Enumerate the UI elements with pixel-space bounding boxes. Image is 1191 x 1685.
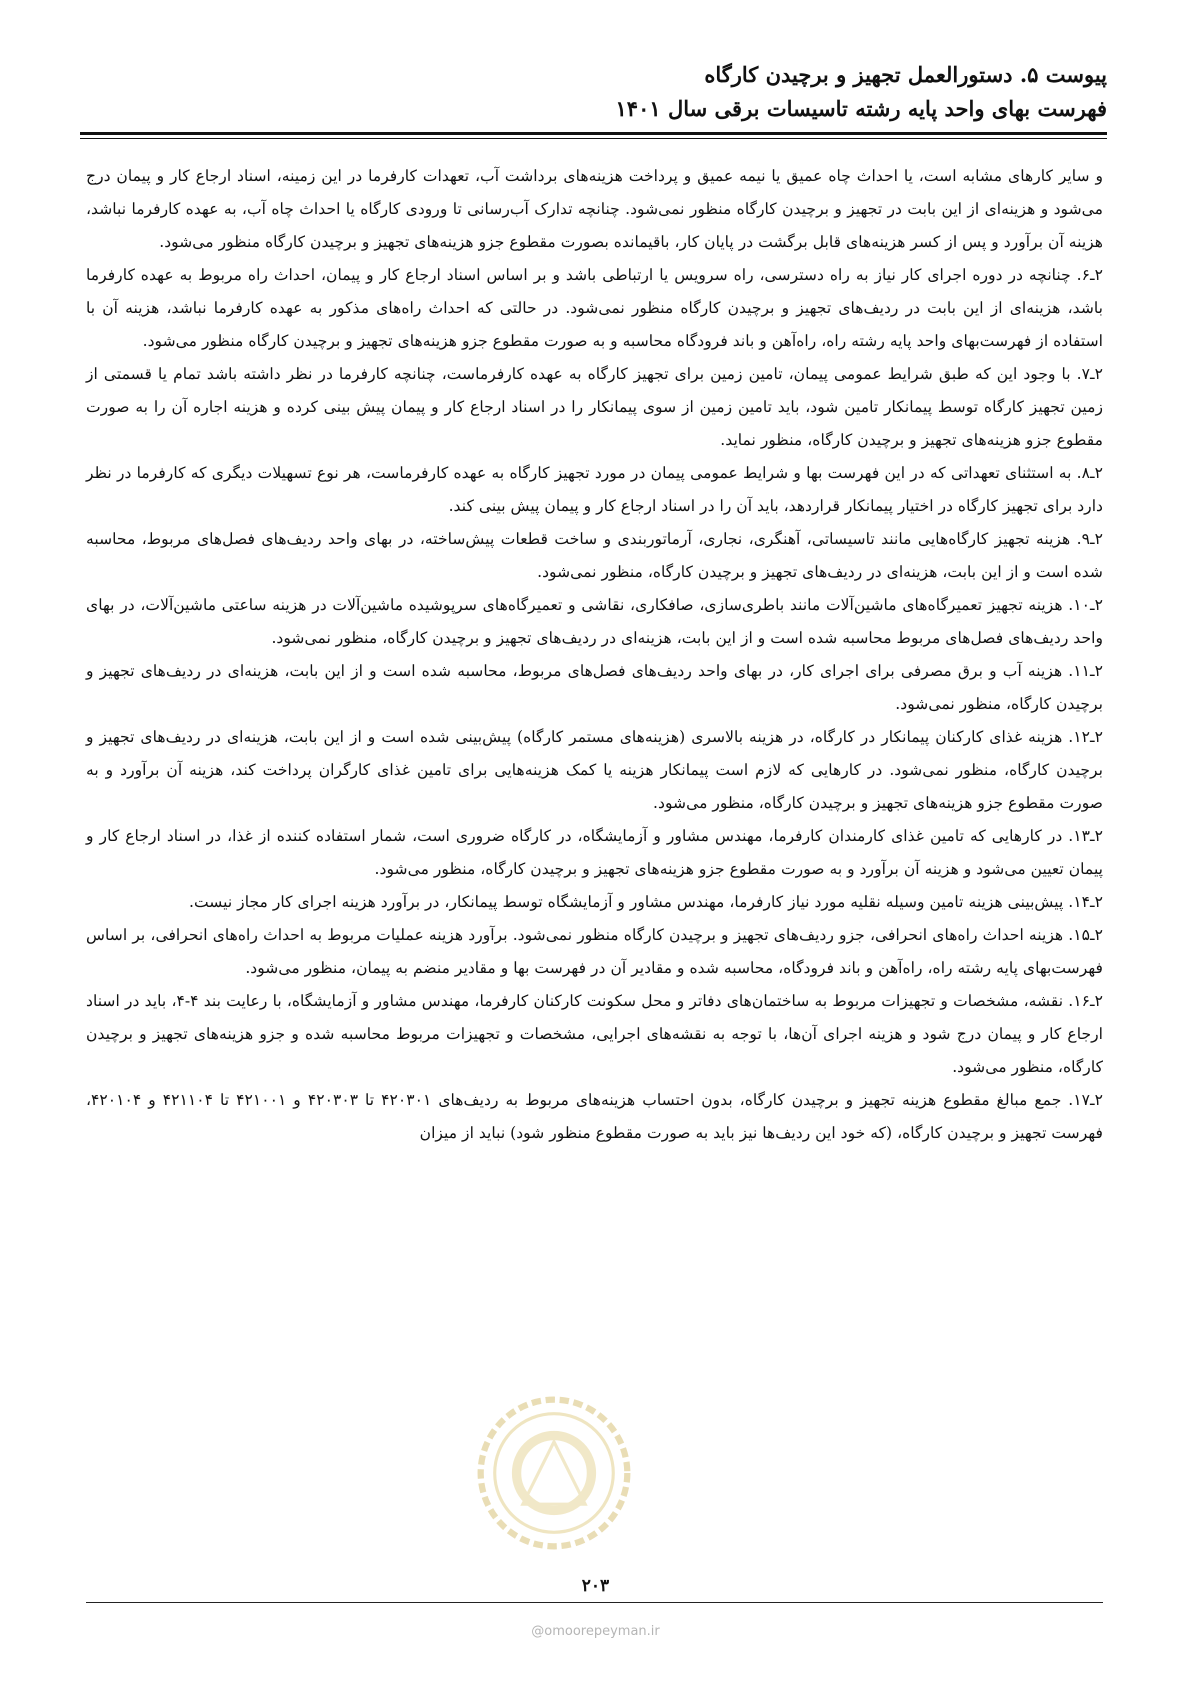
header-appendix-title: پیوست ۵. دستورالعمل تجهیز و برچیدن کارگاه: [704, 62, 1107, 87]
header-price-list-title: فهرست بهای واحد پایه رشته تاسیسات برقی سال ۱۴۰۱: [615, 96, 1107, 121]
paragraph-2-16: ۲ـ۱۶. نقشه، مشخصات و تجهیزات مربوط به ساختمان‌های دفاتر و محل سکونت کارکنان کارفرما، مهندس مشاور و آزمایشگاه، با رعایت بند ۴-۴، باید در اسناد ارجاع کار و پیمان درج شود و هزینه اجرای آن‌ها، با توجه به نقشه‌های اجرایی، مشخصات و تجهیزات مربوط محاسبه شده و جزو هزینه‌های تجهیز و برچیدن کارگاه، منظور می‌شود.: [86, 992, 1103, 1076]
paragraph-2-15: ۲ـ۱۵. هزینه احداث راه‌های انحرافی، جزو ردیف‌های تجهیز و برچیدن کارگاه منظور نمی‌شود. برآورد هزینه عملیات مربوط به احداث راه‌های انحرافی، بر اساس فهرست‌بهای پایه رشته راه، راه‌آهن و باند فرودگاه، محاسبه شده و مقادیر آن در فهرست بها و مقادیر منضم به پیمان، منظور می‌شود.: [86, 926, 1103, 977]
page-header: [80, 58, 1107, 126]
paragraph-2-11: ۲ـ۱۱. هزینه آب و برق مصرفی برای اجرای کار، در بهای واحد ردیف‌های فصل‌های مربوط، محاسبه شده است و از این بابت، هزینه‌ای در ردیف‌های تجهیز و برچیدن کارگاه، منظور نمی‌شود.: [86, 662, 1103, 713]
paragraph-2-9: ۲ـ۹. هزینه تجهیز کارگاه‌هایی مانند تاسیساتی، آهنگری، نجاری، آرماتوربندی و ساخت قطعات پیش‌ساخته، در بهای واحد ردیف‌های فصل‌های مربوط، محاسبه شده است و از این بابت، هزینه‌ای در ردیف‌های تجهیز و برچیدن کارگاه، منظور نمی‌شود.: [86, 530, 1103, 581]
paragraph-2-6: ۲ـ۶. چنانچه در دوره اجرای کار نیاز به راه دسترسی، راه سرویس یا ارتباطی باشد و بر اساس اسناد ارجاع کار و پیمان، احداث راه مربوط به عهده کارفرما باشد، هزینه‌ای از این بابت در ردیف‌های تجهیز و برچیدن کارگاه منظور نمی‌شود. در حالتی که احداث راه‌های مذکور به عهده کارفرما نباشد، هزینه آن با استفاده از فهرست‌بهای واحد پایه رشته راه، راه‌آهن و باند فرودگاه محاسبه و به صورت مقطوع جزو هزینه‌های تجهیز و برچیدن کارگاه منظور می‌شود.: [86, 266, 1103, 350]
paragraph-2-13: ۲ـ۱۳. در کارهایی که تامین غذای کارمندان کارفرما، مهندس مشاور و آزمایشگاه، در کارگاه ضروری است، شمار استفاده کننده از غذا، در اسناد ارجاع کار و پیمان تعیین می‌شود و هزینه آن برآورد و به صورت مقطوع جزو هزینه‌های تجهیز و برچیدن کارگاه، منظور می‌شود.: [86, 827, 1103, 878]
paragraph-2-12: ۲ـ۱۲. هزینه غذای کارکنان پیمانکار در کارگاه، در هزینه بالاسری (هزینه‌های مستمر کارگاه) پیش‌بینی شده است و از این بابت، هزینه‌ای در ردیف‌های تجهیز و برچیدن کارگاه، منظور نمی‌شود. در کارهایی که لازم است پیمانکار هزینه یا کمک هزینه‌هایی برای تامین غذای کارگران پرداخت کند، هزینه آن برآورد و به صورت مقطوع جزو هزینه‌های تجهیز و برچیدن کارگاه، منظور می‌شود.: [86, 728, 1103, 812]
watermark-seal-icon: [476, 1395, 632, 1551]
document-body: [86, 160, 1103, 1150]
header-rule-thick: [80, 132, 1107, 135]
paragraph-continuation: و سایر کارهای مشابه است، یا احداث چاه عمیق یا نیمه عمیق و پرداخت هزینه‌های برداشت آب، تعهدات کارفرما در این زمینه، اسناد ارجاع کار و پیمان درج می‌شود و هزینه‌ای از این بابت در تجهیز و برچیدن کارگاه منظور نمی‌شود. چنانچه تدارک آب‌رسانی تا ورودی کارگاه یا احداث چاه آب، به عهده کارفرما نباشد، هزینه آن برآورد و پس از کسر هزینه‌های قابل برگشت در پایان کار، باقیمانده بصورت مقطوع جزو هزینه‌های تجهیز و برچیدن کارگاه منظور می‌شود.: [86, 167, 1103, 251]
footer-rule: [86, 1602, 1103, 1603]
paragraph-2-7: ۲ـ۷. با وجود این که طبق شرایط عمومی پیمان، تامین زمین برای تجهیز کارگاه به عهده کارفرماست، چنانچه کارفرما در نظر داشته باشد تمام یا قسمتی از زمین تجهیز کارگاه توسط پیمانکار تامین شود، باید تامین زمین از سوی پیمانکار را در اسناد ارجاع کار و پیمان پیش بینی کرده و هزینه اجاره آن را به صورت مقطوع جزو هزینه‌های تجهیز و برچیدن کارگاه، منظور نماید.: [86, 365, 1103, 449]
paragraph-2-8: ۲ـ۸. به استثنای تعهداتی که در این فهرست بها و شرایط عمومی پیمان در مورد تجهیز کارگاه به عهده کارفرماست، هر نوع تسهیلات دیگری که کارفرما در نظر دارد برای تجهیز کارگاه در اختیار پیمانکار قراردهد، باید آن را در اسناد ارجاع کار و پیمان پیش بینی کند.: [86, 464, 1103, 515]
page-number: ۲۰۳: [581, 1576, 610, 1596]
paragraph-2-17: ۲ـ۱۷. جمع مبالغ مقطوع هزینه تجهیز و برچیدن کارگاه، بدون احتساب هزینه‌های مربوط به ردیف‌های ۴۲۰۳۰۱ تا ۴۲۰۳۰۳ و ۴۲۱۰۰۱ تا ۴۲۱۱۰۴ و ۴۲۰۱۰۴، فهرست تجهیز و برچیدن کارگاه، (که خود این ردیف‌ها نیز باید به صورت مقطوع منظور شود) نباید از میزان: [86, 1091, 1103, 1142]
paragraph-2-14: ۲ـ۱۴. پیش‌بینی هزینه تامین وسیله نقلیه مورد نیاز کارفرما، مهندس مشاور و آزمایشگاه توسط پیمانکار، در برآورد هزینه اجرای کار مجاز نیست.: [188, 893, 1103, 911]
header-rule-thin: [80, 138, 1107, 139]
paragraph-2-10: ۲ـ۱۰. هزینه تجهیز تعمیرگاه‌های ماشین‌آلات مانند باطری‌سازی، صافکاری، نقاشی و تعمیرگاه‌های سرپوشیده ماشین‌آلات در هزینه ساعتی ماشین‌آلات، در بهای واحد ردیف‌های فصل‌های مربوط محاسبه شده است و از این بابت، هزینه‌ای در ردیف‌های تجهیز و برچیدن کارگاه، منظور نمی‌شود.: [86, 596, 1103, 647]
watermark-text: @omoorepeyman.ir: [531, 1624, 660, 1639]
